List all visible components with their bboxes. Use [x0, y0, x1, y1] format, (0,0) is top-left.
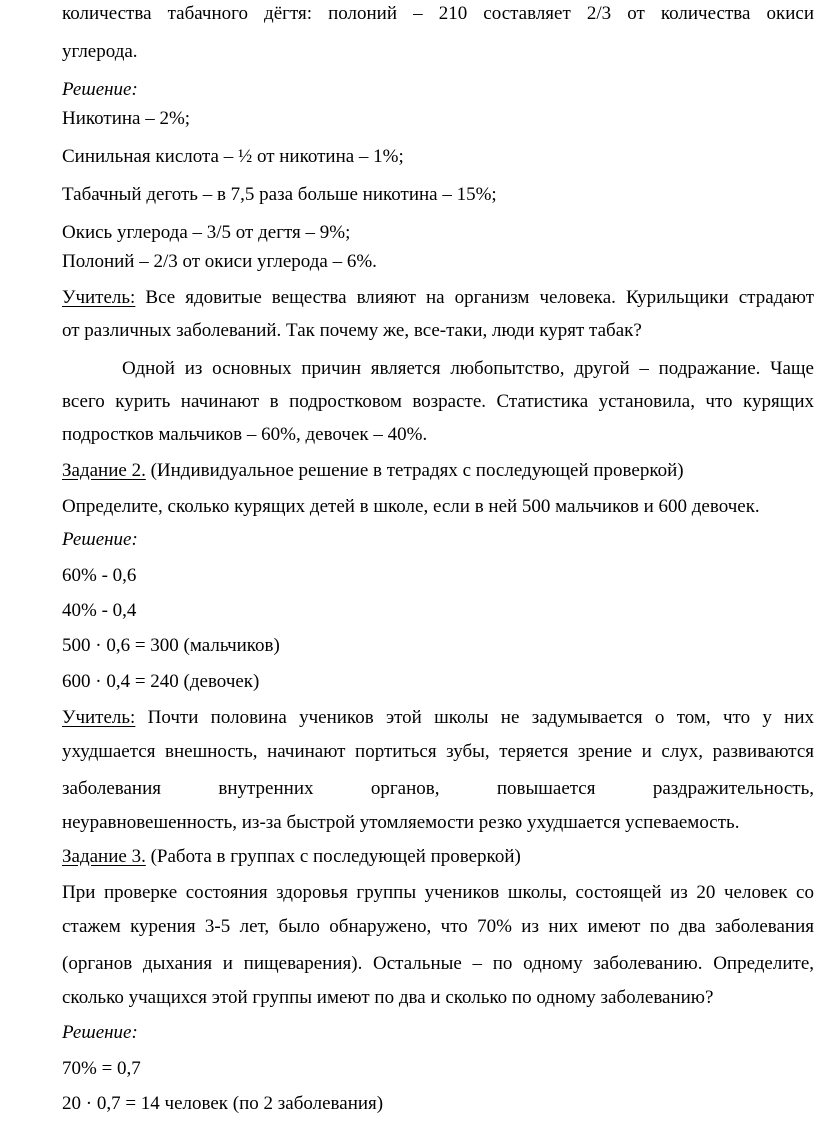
- text-line: Одной из основных причин является любопытство, другой – подражание. Чаще: [122, 358, 814, 379]
- text-line: 70% = 0,7: [62, 1058, 141, 1079]
- task-paragraph: [62, 845, 521, 869]
- solution-heading: Решение:: [62, 1022, 138, 1043]
- text-line: стажем курения 3-5 лет, было обнаружено, что 70% из них имеют по два заболевания: [62, 916, 814, 937]
- text-line: 60% - 0,6: [62, 565, 137, 586]
- teacher-paragraph: [62, 706, 814, 730]
- text-line: ухудшается внешность, начинают портиться зубы, теряется зрение и слух, развиваются: [62, 741, 814, 762]
- text-line: При проверке состояния здоровья группы учеников школы, состоящей из 20 человек со: [62, 882, 814, 903]
- text-span: Почти половина учеников этой школы не задумывается о том, что у них: [135, 707, 814, 728]
- task-paragraph: [62, 459, 684, 483]
- text-span: Все ядовитые вещества влияют на организм человека. Курильщики страдают: [135, 287, 814, 308]
- teacher-paragraph: [62, 286, 814, 310]
- text-line: количества табачного дёгтя: полоний – 210 составляет 2/3 от количества окиси: [62, 3, 814, 24]
- text-line: сколько учащихся этой группы имеют по два и сколько по одному заболеванию?: [62, 987, 714, 1008]
- text-line: (органов дыхания и пищеварения). Остальные – по одному заболеванию. Определите,: [62, 953, 814, 974]
- text-line: Определите, сколько курящих детей в школе, если в ней 500 мальчиков и 600 девочек.: [62, 496, 760, 517]
- solution-heading: Решение:: [62, 529, 138, 550]
- text-line: Никотина – 2%;: [62, 108, 191, 129]
- text-span: (Работа в группах с последующей проверкой): [145, 846, 521, 867]
- text-line: Синильная кислота – ½ от никотина – 1%;: [62, 146, 404, 167]
- text-line: 600 · 0,4 = 240 (девочек): [62, 671, 260, 692]
- text-line: Полоний – 2/3 от окиси углерода – 6%.: [62, 251, 377, 272]
- text-line: неуравновешенность, из-за быстрой утомляемости резко ухудшается успеваемость.: [62, 812, 740, 833]
- task-label: Задание 3.: [62, 846, 146, 867]
- text-line: подростков мальчиков – 60%, девочек – 40%.: [62, 424, 428, 445]
- text-line: Табачный деготь – в 7,5 раза больше никотина – 15%;: [62, 184, 497, 205]
- task-label: Задание 2.: [62, 460, 146, 481]
- text-line: от различных заболеваний. Так почему же, все-таки, люди курят табак?: [62, 320, 642, 341]
- solution-heading: Решение:: [62, 79, 138, 100]
- text-line: Окись углерода – 3/5 от дегтя – 9%;: [62, 222, 351, 243]
- teacher-label: Учитель:: [62, 707, 136, 728]
- text-line: углерода.: [62, 41, 138, 62]
- text-line: 40% - 0,4: [62, 600, 137, 621]
- text-span: (Индивидуальное решение в тетрадях с последующей проверкой): [145, 460, 684, 481]
- text-line: 500 · 0,6 = 300 (мальчиков): [62, 635, 280, 656]
- text-line: заболевания внутренних органов, повышается раздражительность,: [62, 778, 814, 799]
- teacher-label: Учитель:: [62, 287, 136, 308]
- text-line: 20 · 0,7 = 14 человек (по 2 заболевания): [62, 1093, 384, 1114]
- text-line: всего курить начинают в подростковом возрасте. Статистика установила, что курящих: [62, 391, 814, 412]
